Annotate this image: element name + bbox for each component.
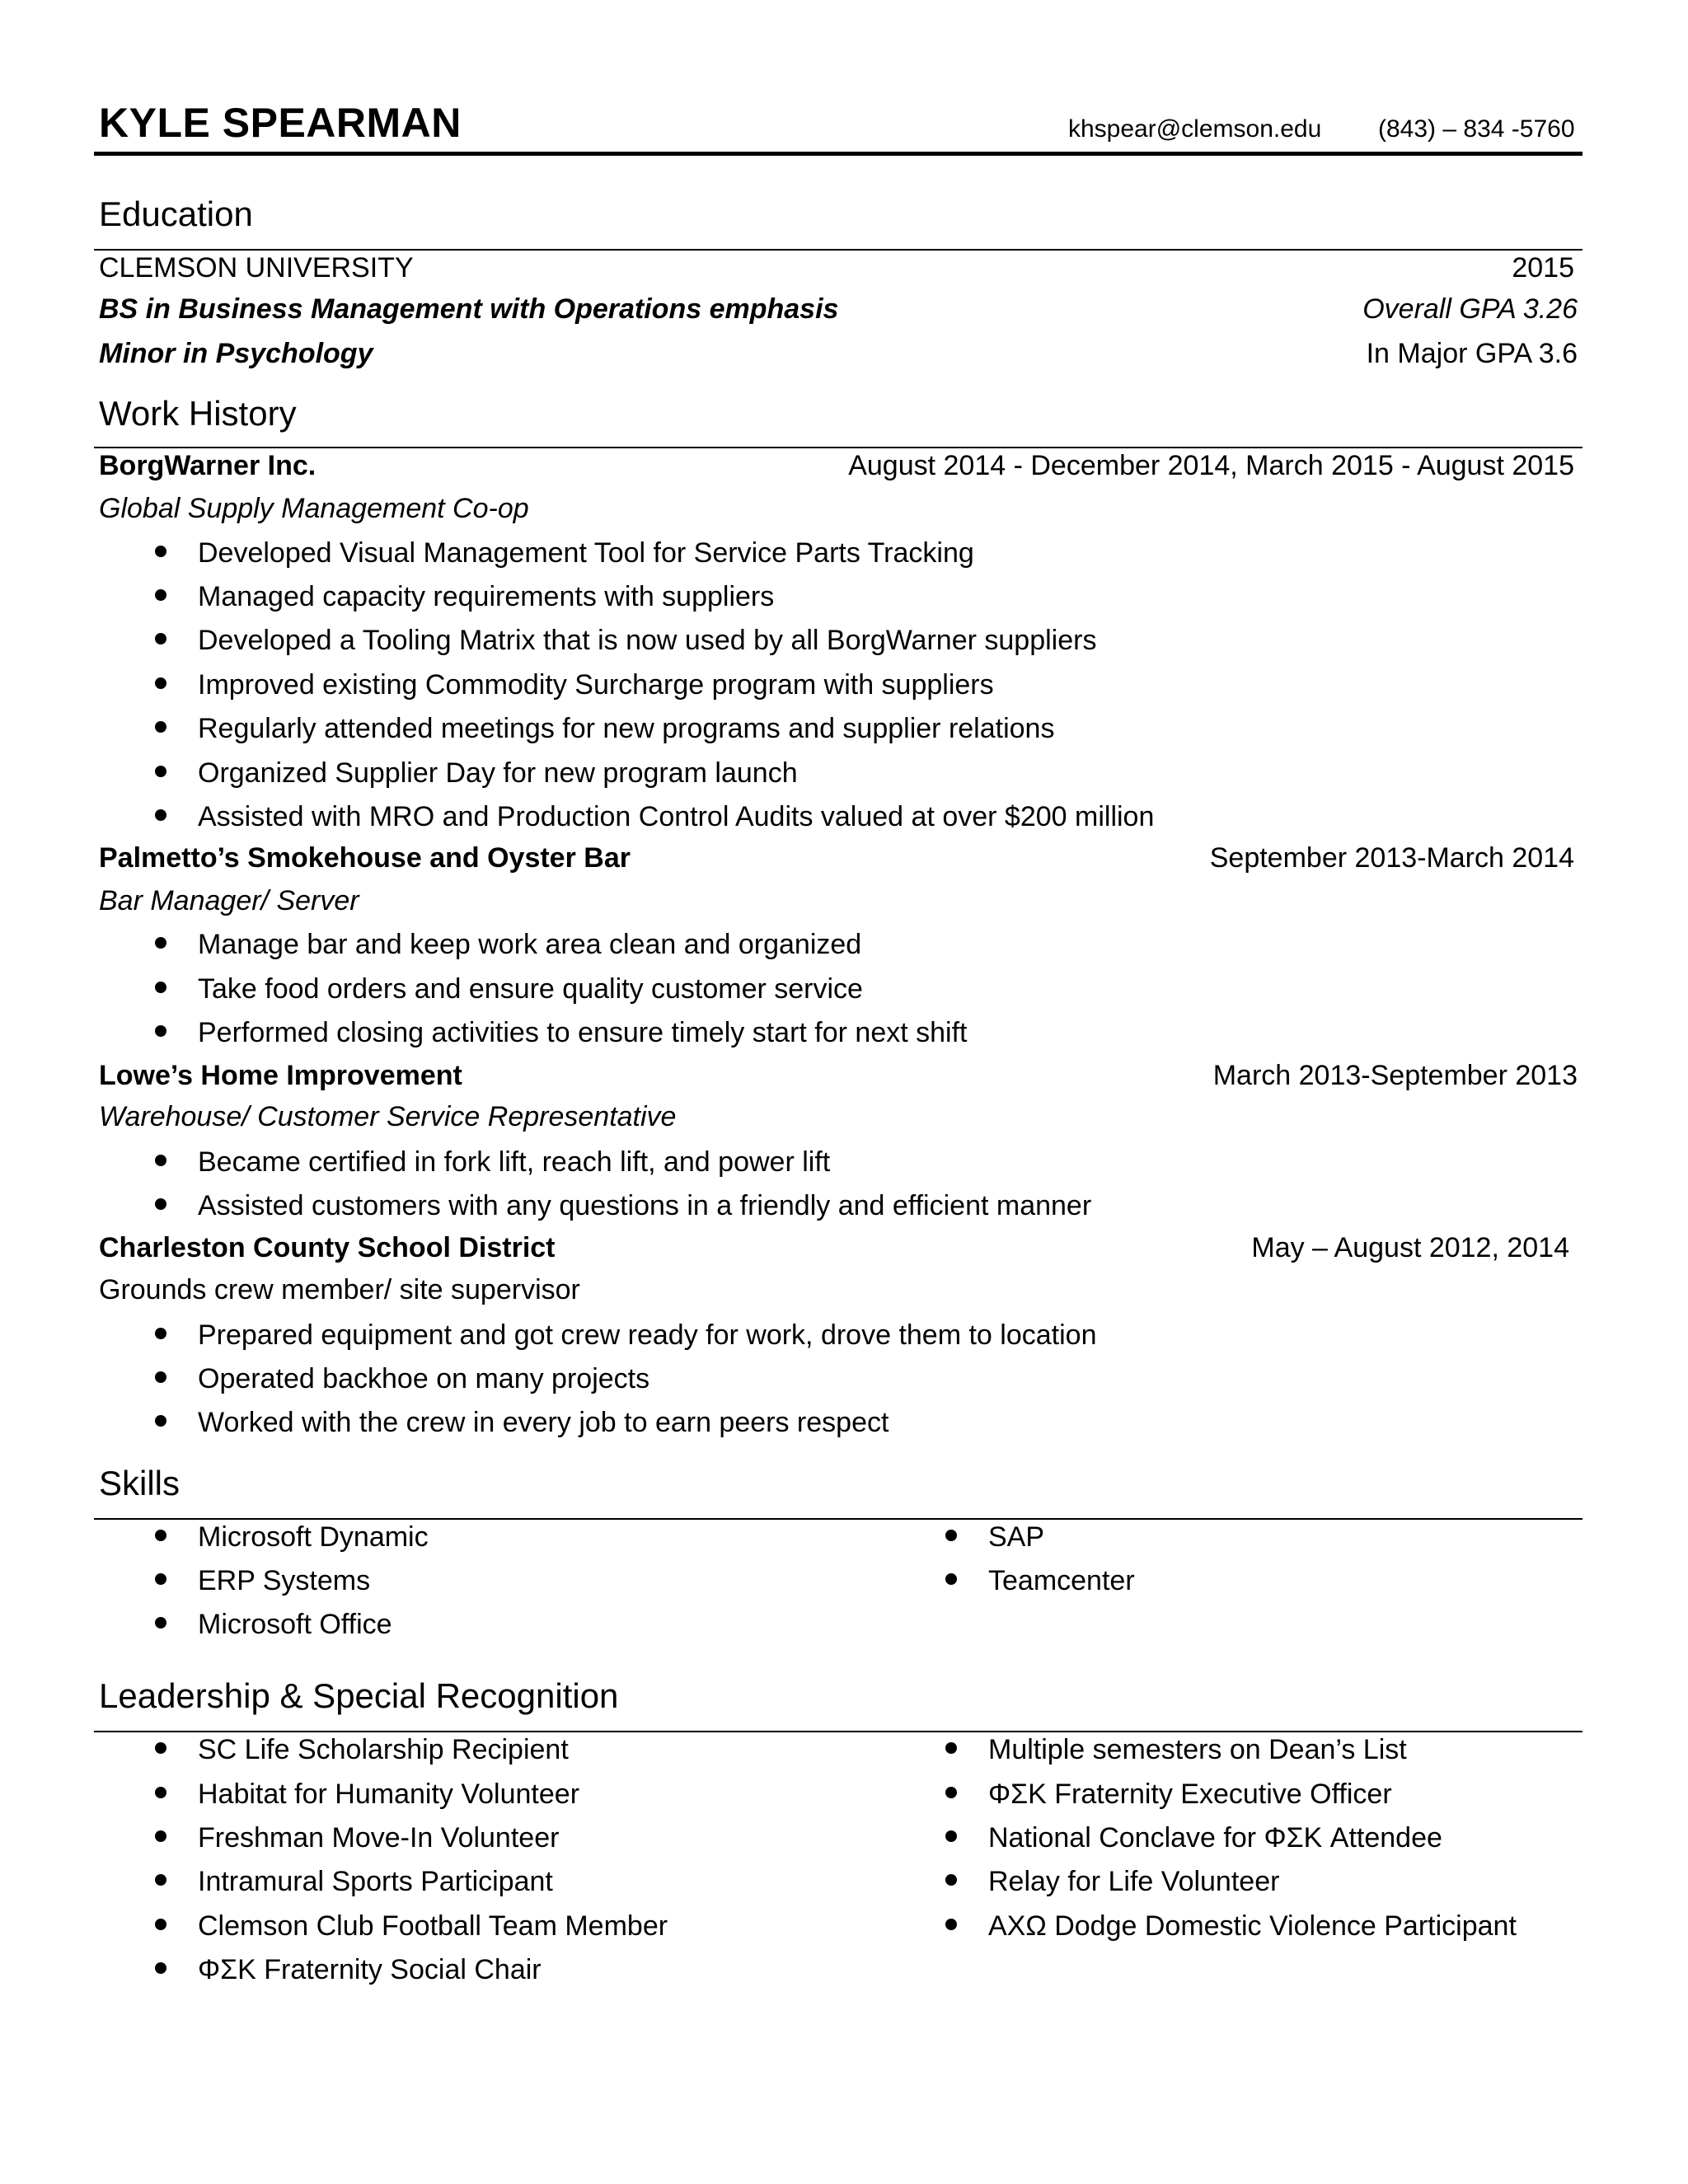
- bullet-icon: [155, 1530, 166, 1541]
- skills-divider: [94, 1518, 1582, 1520]
- list-item: Teamcenter: [988, 1565, 1135, 1597]
- leadership-divider: [94, 1731, 1582, 1732]
- list-item: Prepared equipment and got crew ready for work, drove them to location: [198, 1319, 1096, 1352]
- job-dates: May – August 2012, 2014: [1251, 1232, 1569, 1263]
- job-role: Global Supply Management Co-op: [99, 493, 529, 524]
- list-item: Assisted with MRO and Production Control Audits valued at over $200 million: [198, 801, 1154, 833]
- work-history-divider: [94, 447, 1582, 448]
- list-item: Managed capacity requirements with suppliers: [198, 581, 774, 613]
- list-item: Clemson Club Football Team Member: [198, 1910, 668, 1943]
- list-item: Developed a Tooling Matrix that is now used by all BorgWarner suppliers: [198, 625, 1096, 657]
- bullet-icon: [155, 1830, 166, 1842]
- degree: BS in Business Management with Operations emphasis: [99, 293, 839, 325]
- list-item: Microsoft Dynamic: [198, 1521, 429, 1554]
- bullet-icon: [155, 1919, 166, 1930]
- bullet-icon: [155, 766, 166, 777]
- bullet-icon: [945, 1530, 957, 1541]
- bullet-icon: [155, 721, 166, 733]
- list-item: Multiple semesters on Dean’s List: [988, 1734, 1407, 1766]
- job-dates: August 2014 - December 2014, March 2015 - August 2015: [848, 450, 1574, 481]
- list-item: ΦΣΚ Fraternity Executive Officer: [988, 1779, 1392, 1811]
- list-item: Habitat for Humanity Volunteer: [198, 1779, 579, 1811]
- bullet-icon: [155, 1025, 166, 1037]
- list-item: Operated backhoe on many projects: [198, 1363, 649, 1395]
- bullet-icon: [155, 1787, 166, 1798]
- bullet-icon: [155, 1573, 166, 1585]
- list-item: National Conclave for ΦΣΚ Attendee: [988, 1822, 1442, 1854]
- list-item: Microsoft Office: [198, 1609, 392, 1641]
- job-company: BorgWarner Inc.: [99, 450, 316, 481]
- list-item: Improved existing Commodity Surcharge program with suppliers: [198, 669, 994, 701]
- gpa-major: In Major GPA 3.6: [1366, 338, 1578, 369]
- phone-number: (843) – 834 -5760: [1378, 115, 1575, 143]
- education-divider: [94, 249, 1582, 251]
- job-role: Bar Manager/ Server: [99, 885, 359, 916]
- job-company: Charleston County School District: [99, 1232, 556, 1263]
- list-item: Relay for Life Volunteer: [988, 1866, 1279, 1898]
- list-item: Regularly attended meetings for new programs and supplier relations: [198, 713, 1054, 745]
- job-role: Warehouse/ Customer Service Representative: [99, 1101, 677, 1132]
- list-item: Organized Supplier Day for new program launch: [198, 757, 798, 790]
- candidate-name: KYLE SPEARMAN: [99, 100, 462, 146]
- list-item: Freshman Move-In Volunteer: [198, 1822, 559, 1854]
- bullet-icon: [945, 1573, 957, 1585]
- list-item: ΦΣΚ Fraternity Social Chair: [198, 1954, 542, 1986]
- education-heading: Education: [99, 194, 253, 233]
- list-item: SC Life Scholarship Recipient: [198, 1734, 569, 1766]
- bullet-icon: [945, 1787, 957, 1798]
- bullet-icon: [155, 546, 166, 557]
- list-item: Developed Visual Management Tool for Service Parts Tracking: [198, 537, 974, 569]
- bullet-icon: [155, 1415, 166, 1427]
- bullet-icon: [155, 937, 166, 949]
- bullet-icon: [155, 633, 166, 644]
- bullet-icon: [945, 1830, 957, 1842]
- leadership-heading: Leadership & Special Recognition: [99, 1676, 619, 1715]
- job-role: Grounds crew member/ site supervisor: [99, 1274, 580, 1305]
- bullet-icon: [945, 1919, 957, 1930]
- list-item: Worked with the crew in every job to earn peers respect: [198, 1407, 889, 1439]
- bullet-icon: [155, 1371, 166, 1383]
- bullet-icon: [155, 1198, 166, 1210]
- list-item: ΑΧΩ Dodge Domestic Violence Participant: [988, 1910, 1517, 1943]
- list-item: Performed closing activities to ensure timely start for next shift: [198, 1017, 967, 1049]
- bullet-icon: [155, 1155, 166, 1166]
- job-dates: March 2013-September 2013: [1212, 1060, 1578, 1091]
- bullet-icon: [945, 1874, 957, 1886]
- list-item: SAP: [988, 1521, 1044, 1554]
- bullet-icon: [155, 1962, 166, 1974]
- bullet-icon: [155, 677, 166, 689]
- school-name: CLEMSON UNIVERSITY: [99, 252, 414, 284]
- bullet-icon: [155, 982, 166, 993]
- job-company: Palmetto’s Smokehouse and Oyster Bar: [99, 842, 631, 874]
- job-company: Lowe’s Home Improvement: [99, 1060, 462, 1091]
- job-dates: September 2013-March 2014: [1209, 842, 1574, 874]
- bullet-icon: [945, 1742, 957, 1754]
- graduation-year: 2015: [1512, 252, 1574, 284]
- bullet-icon: [155, 1874, 166, 1886]
- list-item: Intramural Sports Participant: [198, 1866, 553, 1898]
- work-history-heading: Work History: [99, 394, 297, 433]
- bullet-icon: [155, 589, 166, 601]
- list-item: Became certified in fork lift, reach lift, and power lift: [198, 1146, 830, 1179]
- gpa-overall: Overall GPA 3.26: [1362, 293, 1578, 325]
- list-item: ERP Systems: [198, 1565, 370, 1597]
- list-item: Assisted customers with any questions in a friendly and efficient manner: [198, 1190, 1091, 1222]
- minor: Minor in Psychology: [99, 338, 373, 369]
- header-divider: [94, 152, 1582, 156]
- bullet-icon: [155, 1328, 166, 1339]
- bullet-icon: [155, 1742, 166, 1754]
- list-item: Manage bar and keep work area clean and organized: [198, 929, 861, 961]
- bullet-icon: [155, 809, 166, 821]
- email-address: khspear@clemson.edu: [1068, 115, 1322, 143]
- list-item: Take food orders and ensure quality customer service: [198, 973, 863, 1005]
- skills-heading: Skills: [99, 1464, 181, 1502]
- bullet-icon: [155, 1617, 166, 1629]
